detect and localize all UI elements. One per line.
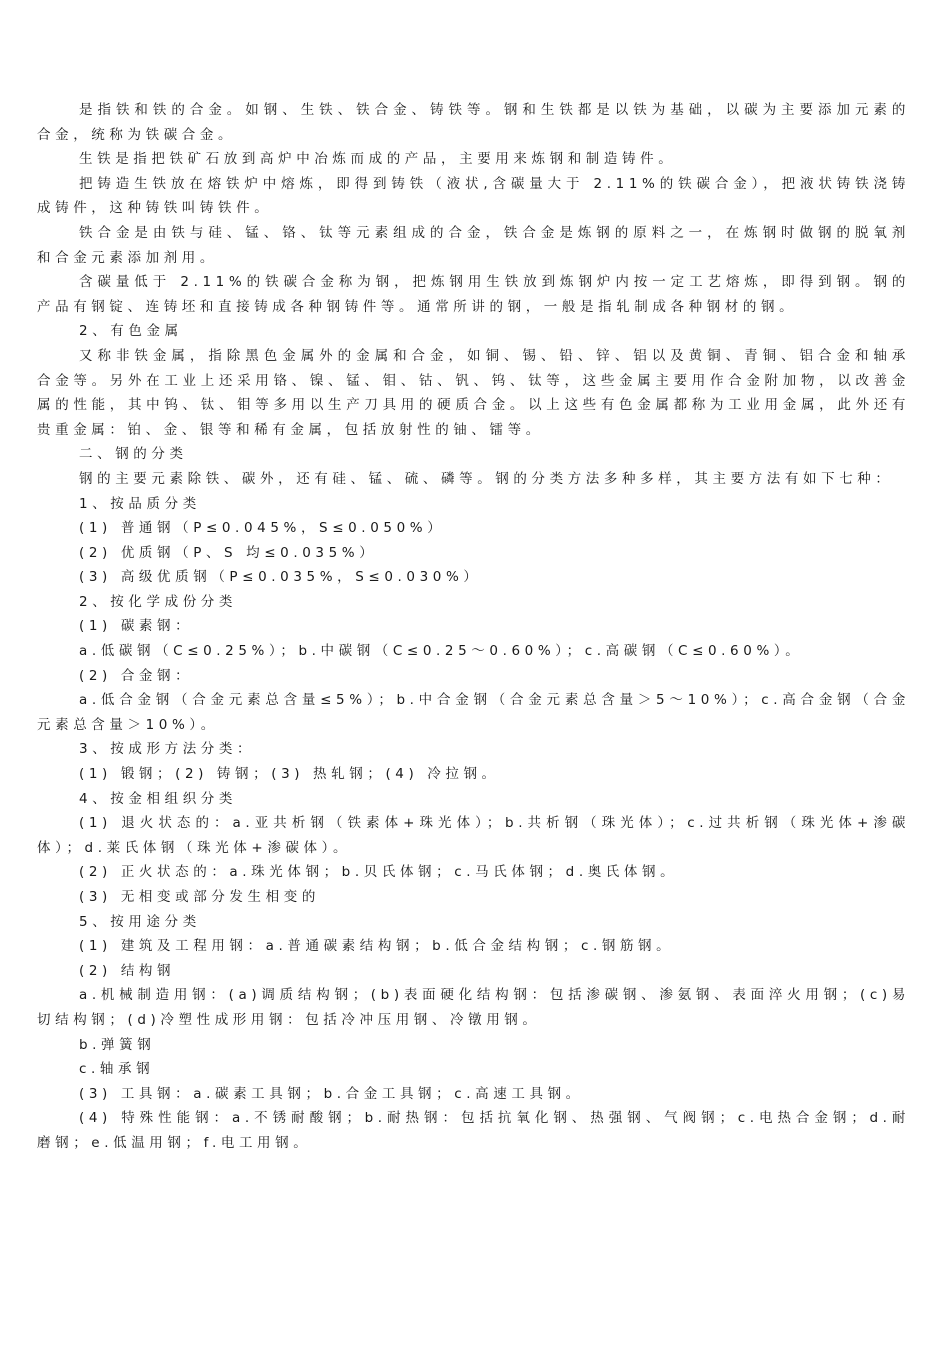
- list-item-no-phase-change: (3) 无相变或部分发生相变的: [79, 889, 320, 905]
- heading-by-forming: 3、按成形方法分类：: [79, 741, 256, 758]
- list-item-normalized: (2) 正火状态的：a.珠光体钢；b.贝氏体钢；c.马氏体钢；d.奥氏体钢。: [79, 864, 679, 881]
- list-item-alloy-steel: (2) 合金钢：: [79, 667, 194, 684]
- list-item-quality-steel: (2) 优质钢（P、S 均≤0.035%）: [79, 544, 378, 561]
- paragraph-nonferrous: 又称非铁金属，指除黑色金属外的金属和合金，如铜、锡、铅、锌、铝以及黄铜、青铜、铝合金和轴承合金等。另外在工业上还采用铬、镍、锰、钼、钴、钒、钨、钛等，这些金属主要用作合金附加物，以改善金属的性能，其中钨、钛、钼等多用以生产刀具用的硬质合金。以上这些有色金属都称为工业用金属，此外还有贵重金属：铂、金、银等和稀有金属，包括放射性的铀、镭等。: [37, 347, 910, 438]
- heading-steel-classification: 二、钢的分类: [79, 446, 188, 463]
- paragraph-steel-definition: 含碳量低于 2.11%的铁碳合金称为钢，把炼钢用生铁放到炼钢炉内按一定工艺熔炼，即得到钢。钢的产品有钢锭、连铸坯和直接铸成各种钢铸件等。通常所讲的钢，一般是指轧制成各种钢材的钢。: [37, 274, 910, 315]
- heading-by-microstructure: 4、按金相组织分类: [79, 790, 237, 807]
- list-item-ordinary-steel: (1) 普通钢（P≤0.045%，S≤0.050%）: [79, 520, 446, 537]
- list-item-annealed: (1) 退火状态的：a.亚共析钢（铁素体+珠光体）；b.共析钢（珠光体）；c.过共析钢（珠光体+渗碳体）；d.莱氏体钢（珠光体+渗碳体）。: [37, 815, 910, 856]
- paragraph-carbon-steel-types: a.低碳钢（C≤0.25%）；b.中碳钢（C≤0.25～0.60%）；c.高碳钢（C≤0.60%）。: [79, 643, 804, 660]
- paragraph-machine-steel: a.机械制造用钢：(a)调质结构钢；(b)表面硬化结构钢：包括渗碳钢、渗氨钢、表面淬火用钢；(c)易切结构钢；(d)冷塑性成形用钢：包括冷冲压用钢、冷镦用钢。: [37, 987, 910, 1028]
- document-body: [37, 98, 910, 1156]
- paragraph-classification-intro: 钢的主要元素除铁、碳外，还有硅、锰、硫、磷等。钢的分类方法多种多样，其主要方法有如下七种：: [79, 470, 894, 487]
- paragraph-pig-iron: 生铁是指把铁矿石放到高炉中冶炼而成的产品，主要用来炼钢和制造铸件。: [79, 151, 677, 168]
- paragraph-cast-iron: 把铸造生铁放在熔铁炉中熔炼，即得到铸铁（液状,含碳量大于 2.11%的铁碳合金），把液状铸铁浇铸成铸件，这种铸铁叫铸铁件。: [37, 175, 910, 217]
- heading-by-usage: 5、按用途分类: [79, 913, 201, 930]
- heading-nonferrous-metals: 2、有色金属: [79, 323, 183, 340]
- list-item-structural-steel: (2) 结构钢: [79, 962, 176, 979]
- list-item-spring-steel: b.弹簧钢: [79, 1036, 156, 1053]
- list-item-construction-steel: (1) 建筑及工程用钢：a.普通碳素结构钢；b.低合金结构钢；c.钢筋钢。: [79, 938, 675, 955]
- list-item-bearing-steel: c.轴承钢: [79, 1061, 155, 1078]
- list-item-special-steel: (4) 特殊性能钢：a.不锈耐酸钢；b.耐热钢：包括抗氧化钢、热强钢、气阀钢；c.电热合金钢；d.耐磨钢；e.低温用钢；f.电工用钢。: [37, 1110, 910, 1151]
- paragraph-alloy-steel-types: a.低合金钢（合金元素总含量≤5%）；b.中合金钢（合金元素总含量＞5～10%）；c.高合金钢（合金元素总含量＞10%）。: [37, 692, 910, 733]
- list-item-carbon-steel: (1) 碳素钢：: [79, 618, 194, 635]
- paragraph-ferroalloy: 铁合金是由铁与硅、锰、铬、钛等元素组成的合金，铁合金是炼钢的原料之一，在炼钢时做钢的脱氧剂和合金元素添加剂用。: [37, 224, 910, 266]
- heading-by-quality: 1、按品质分类: [79, 495, 201, 512]
- list-item-forming-methods: (1) 锻钢；(2) 铸钢；(3) 热轧钢；(4) 冷拉钢。: [79, 766, 500, 783]
- heading-by-composition: 2、按化学成份分类: [79, 593, 237, 610]
- list-item-tool-steel: (3) 工具钢：a.碳素工具钢；b.合金工具钢；c.高速工具钢。: [79, 1085, 584, 1102]
- paragraph-ferrous-definition: 是指铁和铁的合金。如钢、生铁、铁合金、铸铁等。钢和生铁都是以铁为基础，以碳为主要添加元素的合金，统称为铁碳合金。: [37, 102, 910, 143]
- list-item-high-quality-steel: (3) 高级优质钢（P≤0.035%，S≤0.030%）: [79, 569, 482, 586]
